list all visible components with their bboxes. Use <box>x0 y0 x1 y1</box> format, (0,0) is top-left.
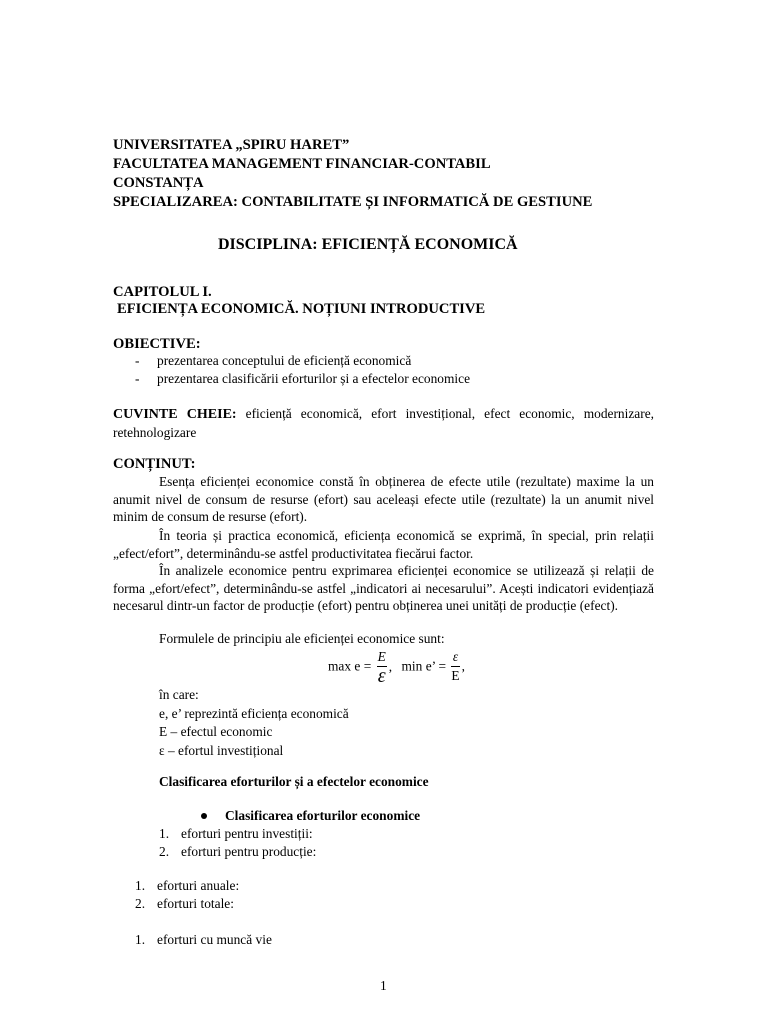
formula-max-denominator: ε <box>377 665 386 687</box>
formula-max-numerator: E <box>377 648 387 667</box>
dash-marker: - <box>135 371 140 386</box>
efficiency-formula <box>328 648 465 688</box>
list-item <box>135 352 635 370</box>
content-paragraph: Formulele de principiu ale eficienței economice sunt: <box>159 631 445 646</box>
keywords-text: eficiență economică, efort investițional, efect economic, modernizare, retehnologizare <box>113 406 654 440</box>
bullet-heading <box>201 808 420 824</box>
keywords-paragraph <box>113 405 654 441</box>
formula-comma: , <box>388 658 393 674</box>
dash-marker: - <box>135 353 140 368</box>
faculty-name: FACULTATEA MANAGEMENT FINANCIAR-CONTABIL <box>113 156 491 172</box>
content-paragraph: În analizele economice pentru exprimarea eficienței economice se utilizează și relații de forma „efort/efect”, determinându-se astfel „indicatori ai necesarului”. Acești indicatori evidențiază necesarul dintr-un factor de producție (efort) pentru obținerea unei unități de producție (efect). <box>113 563 654 614</box>
definitions-intro: în care: <box>159 687 199 702</box>
document-header <box>113 136 592 212</box>
objective-text: prezentarea clasificării eforturilor și a efectelor economice <box>157 371 471 386</box>
content-paragraph: Esența eficienței economice constă în obținerea de efecte utile (rezultate) maxime la un anumit nivel de consum de resurse (efort) sau aceleași efecte utile (rezultate) la un anumit nivel minim de consum de resurse (efort). <box>113 474 654 525</box>
definition-item: E – efectul economic <box>159 724 273 739</box>
objective-text: prezentarea conceptului de eficiență economică <box>157 353 412 368</box>
formula-min-numerator: ε <box>451 648 459 667</box>
bullet-icon <box>201 813 207 819</box>
list-number: 1. <box>135 878 146 893</box>
classification-heading: Clasificarea eforturilor și a efectelor economice <box>159 774 429 789</box>
formula-min-denominator: E <box>451 668 460 683</box>
page-number: 1 <box>380 978 387 993</box>
university-name: UNIVERSITATEA „SPIRU HARET” <box>113 137 350 153</box>
content-paragraph: În teoria și practica economică, eficiența economică se exprimă, în special, prin relații „efect/efort”, determinându-se astfel productivitatea fiecărui factor. <box>113 528 654 561</box>
formula-max-label: max e = <box>328 658 372 674</box>
definition-item: ε – efortul investițional <box>159 742 284 758</box>
objectives-list <box>135 352 635 388</box>
chapter-title: EFICIENȚA ECONOMICĂ. NOȚIUNI INTRODUCTIVE <box>117 301 486 317</box>
list-number: 1. <box>159 826 170 841</box>
formula-max-fraction <box>377 648 387 685</box>
list-item <box>159 843 459 861</box>
list-number: 2. <box>135 896 146 911</box>
content-heading: CONȚINUT: <box>113 456 196 472</box>
formula-min-fraction <box>451 648 459 685</box>
formula-comma: , <box>461 658 465 674</box>
formula-min-label: min e’ = <box>401 658 447 674</box>
list-text: eforturi pentru investiții: <box>181 826 313 841</box>
list-text: eforturi pentru producție: <box>181 844 317 859</box>
city-name: CONSTANȚA <box>113 175 204 191</box>
list-item <box>135 895 435 913</box>
efforts-list-2 <box>135 877 435 913</box>
list-number: 2. <box>159 844 170 859</box>
efforts-list-1 <box>159 825 459 861</box>
discipline-title: DISCIPLINA: EFICIENȚĂ ECONOMICĂ <box>218 236 518 253</box>
list-item <box>159 825 459 843</box>
list-item <box>135 931 435 949</box>
list-item <box>135 877 435 895</box>
list-item <box>135 370 635 388</box>
chapter-number: CAPITOLUL I. <box>113 284 212 300</box>
definition-item: e, e’ reprezintă eficiența economică <box>159 705 349 721</box>
list-text: eforturi cu muncă vie <box>157 932 272 947</box>
efforts-list-3 <box>135 931 435 949</box>
objectives-heading: OBIECTIVE: <box>113 336 201 352</box>
list-number: 1. <box>135 932 146 947</box>
specialization: SPECIALIZAREA: CONTABILITATE ȘI INFORMATICĂ DE GESTIUNE <box>113 194 593 210</box>
keywords-label: CUVINTE CHEIE: <box>113 407 237 422</box>
list-text: eforturi anuale: <box>157 878 240 893</box>
bullet-heading-text: Clasificarea eforturilor economice <box>225 808 421 823</box>
definitions-block <box>159 686 349 760</box>
list-text: eforturi totale: <box>157 896 234 911</box>
